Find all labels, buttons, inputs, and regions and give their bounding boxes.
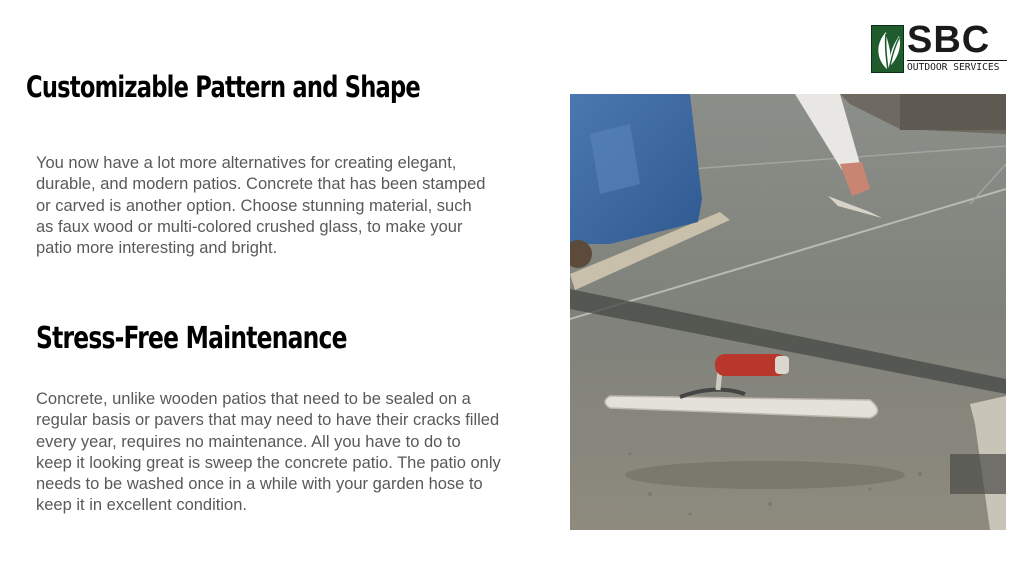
logo-tagline: OUTDOOR SERVICES	[907, 60, 1007, 73]
concrete-finishing-photo	[570, 94, 1006, 530]
company-logo	[871, 19, 1009, 75]
leaf-icon	[871, 25, 904, 73]
section-heading-pattern: Customizable Pattern and Shape	[26, 70, 421, 104]
section-heading-maintenance: Stress-Free Maintenance	[36, 321, 347, 356]
section-body-maintenance: Concrete, unlike wooden patios that need to be sealed on a regular basis or pavers that may need to have their cracks filled every year, requires no maintenance. All you have to do to keep it looking great is sweep the concrete patio. The patio only needs to be washed once in a while with your garden hose to keep it in excellent condition.	[36, 390, 501, 515]
logo-wordmark: SBC	[907, 19, 991, 61]
section-body-pattern: You now have a lot more alternatives for creating elegant, durable, and modern patios. Concrete that has been stamped or carved is another option. Choose stunning material, such as faux wood or multi-colored crushed glass, to make your patio more interesting and bright.	[36, 154, 486, 258]
